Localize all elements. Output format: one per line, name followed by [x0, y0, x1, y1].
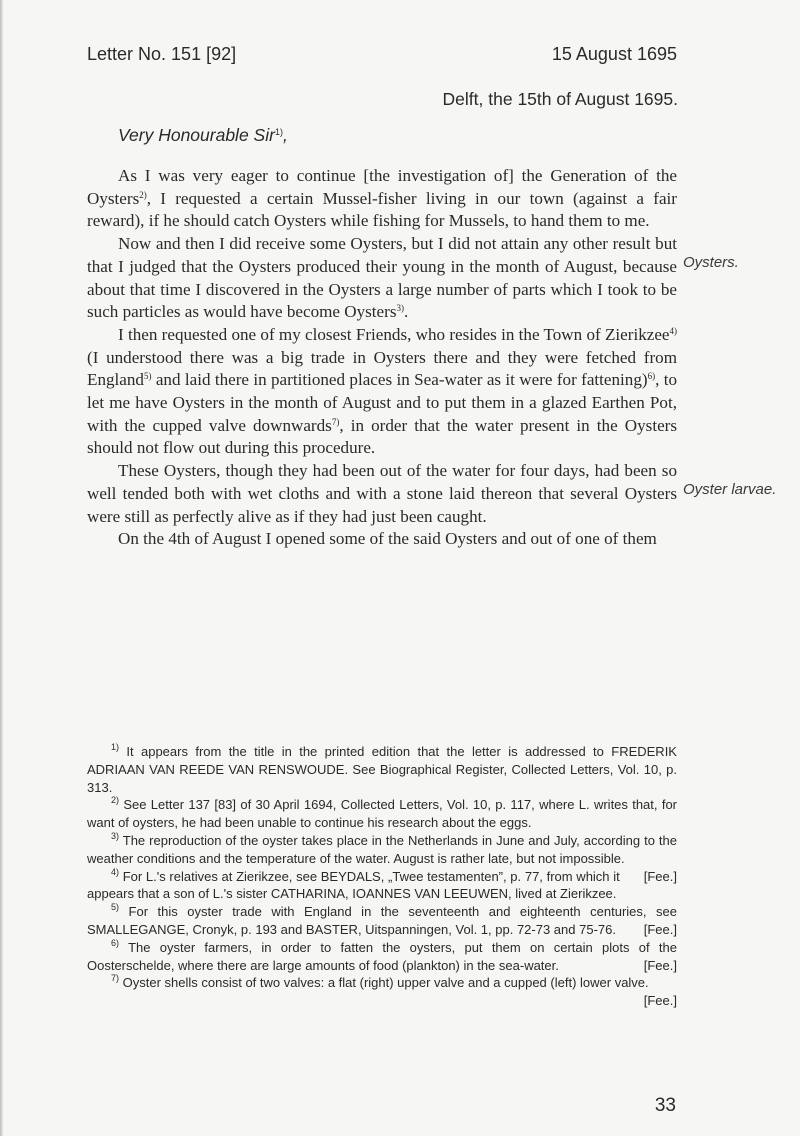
letter-body — [87, 165, 677, 551]
salutation-text: Very Honourable Sir — [118, 125, 275, 145]
body-paragraph: Now and then I did receive some Oysters, but I did not attain any other result but that I judged that the Oysters produced their young in the month of August, because about that time I discovered in the Oysters a large number of parts which I took to be such particles as would have become Oysters$^{3)}$. — [87, 234, 677, 322]
footnote-text: The oyster farmers, in order to fatten the oysters, put them on certain plots of the Oosterschelde, where there are large amounts of food (plankton) in the sea-water. — [87, 939, 677, 973]
footnote-fee-tag: [Fee.] — [643, 921, 677, 937]
footnote — [87, 903, 677, 939]
footnote-number: 7) — [111, 973, 120, 984]
footnote-text: See Letter 137 [83] of 30 April 1694, Collected Letters, Vol. 10, p. 117, where L. writes that, for want of oysters, he had been unable to continue his research about the eggs. — [87, 797, 678, 831]
footnote-ref: 7) — [331, 416, 340, 427]
footnote-ref: 4) — [669, 325, 678, 336]
footnote-number: 3) — [111, 830, 120, 841]
footnote — [87, 868, 677, 904]
footnote-text: The reproduction of the oyster takes place in the Netherlands in June and July, according to the weather conditions and the temperature of the water. August is rather late, but not impossible. — [87, 832, 677, 866]
dateline: Delft, the 15th of August 1695. — [442, 89, 678, 109]
body-paragraph: I then requested one of my closest Friends, who resides in the Town of Zierikzee$^{4)}$ (I understood there was a big trade in Oysters there and they were fetched from England$^{5)}$ and laid there in partitioned places in Sea-water as it were for fattening)$^{6)}$, to let me have Oysters in the month of August and to put them in a glazed Earthen Pot, with the cupped valve downwards$^{7)}$, in order that the water present in the Oysters should not flow out during this procedure. — [87, 324, 678, 458]
footnote-ref: 5) — [143, 371, 152, 382]
margin-note-oyster-larvae: Oyster larvae. — [683, 481, 777, 498]
footnote-text: It appears from the title in the printed edition that the letter is addressed to FREDERIK ADRIAAN VAN REEDE VAN RENSWOUDE. See Biographical Register, Collected Letters, Vol. 10, p. 313. — [87, 744, 677, 795]
page-edge — [0, 0, 3, 1136]
footnote-text: For this oyster trade with England in the seventeenth and eighteenth centuries, see SMALLEGANGE, Cronyk, p. 193 and BASTER, Uitspanningen, Vol. 1, pp. 72-73 and 75-76. — [87, 904, 677, 937]
footnote-fee-tag: [Fee.] — [643, 868, 677, 884]
running-head-date: 15 August 1695 — [551, 44, 677, 64]
footnote-fee-tag: [Fee.] — [643, 957, 677, 973]
running-head — [87, 44, 677, 70]
body-paragraph: These Oysters, though they had been out of the water for four days, had been so well tended both with wet cloths and with a stone laid thereon that several Oysters were still as perfectly alive as if they had just been caught. — [87, 461, 677, 526]
footnote-ref: 2) — [139, 189, 147, 200]
page-number: 33 — [654, 1095, 676, 1116]
footnote — [87, 973, 677, 1009]
running-head-letter-number: Letter No. 151 [92] — [87, 44, 237, 64]
footnote-ref: 3) — [396, 303, 404, 314]
footnote — [87, 743, 677, 796]
body-paragraph: As I was very eager to continue [the investigation of] the Generation of the Oysters$^{2)}$, I requested a certain Mussel-fisher living in our town (against a fair reward), if he should catch Oysters while fishing for Mussels, to hand them to me. — [87, 166, 677, 231]
body-paragraph: On the 4th of August I opened some of the said Oysters and out of one of them — [118, 529, 657, 549]
footnote — [87, 830, 677, 884]
footnotes — [87, 743, 677, 1010]
footnote — [87, 796, 677, 832]
footnote-number: 2) — [111, 795, 120, 806]
margin-note-oysters: Oysters. — [683, 254, 739, 271]
footnote-number: 6) — [111, 937, 120, 948]
footnote-fee-tag: [Fee.] — [643, 993, 677, 1009]
footnote-ref: 6) — [647, 371, 656, 382]
footnote-number: 4) — [111, 866, 120, 877]
footnote-text: Oyster shells consist of two valves: a flat (right) upper valve and a cupped (left) lower valve. — [122, 975, 649, 991]
footnote-ref: 1) — [274, 127, 283, 137]
footnote — [87, 939, 677, 975]
salutation: Very Honourable Sir$^{1)}$, — [118, 125, 288, 145]
footnote-number: 5) — [111, 902, 120, 913]
footnote-text: For L.'s relatives at Zierikzee, see BEYDALS, „Twee testamenten”, p. 77, from which it appears that a son of L.'s sister CATHARINA, IOANNES VAN LEEUWEN, lived at Zierikzee. — [87, 868, 620, 902]
footnote-number: 1) — [111, 742, 120, 752]
